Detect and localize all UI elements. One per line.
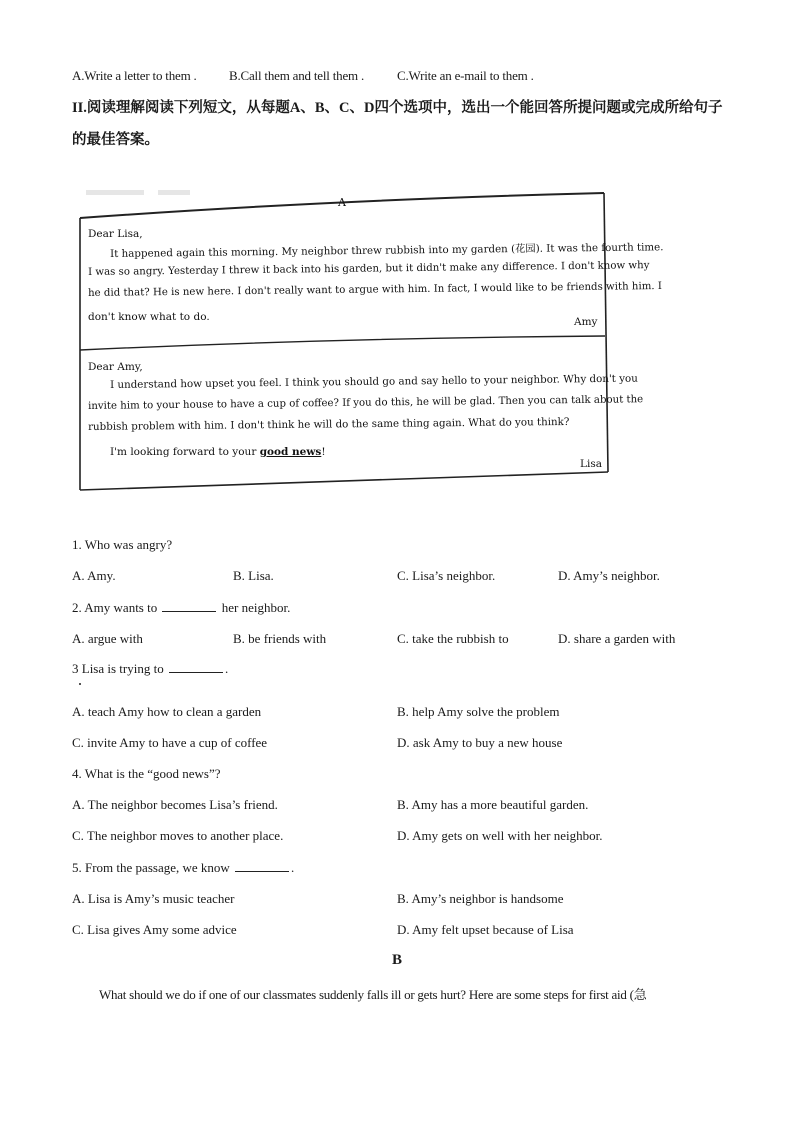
closing-suffix: !: [321, 446, 326, 458]
letter2-line: rubbish problem with him. I don't think he will do the same thing again. What do you think?: [88, 415, 570, 433]
section-heading: II.阅读理解阅读下列短文，从每题A、B、C、D四个选项中，选出一个能回答所提问题或完成所给句子的最佳答案。: [72, 100, 723, 148]
prev-option-a: A.Write a letter to them .: [72, 68, 197, 83]
letter1-line: he did that? He is new here. I don't really want to argue with him. In fact, I would like to be friends with him. I: [88, 280, 662, 299]
question-1-option-d: D. Amy’s neighbor.: [558, 568, 660, 583]
question-4-option-c: C. The neighbor moves to another place.: [72, 828, 284, 843]
letter1-salutation: Dear Lisa,: [88, 228, 143, 240]
letter2-salutation: Dear Amy,: [88, 361, 143, 373]
stem-text: 3 Lisa is trying to: [72, 661, 164, 676]
closing-prefix: I'm looking forward to your: [110, 446, 260, 458]
passage-a-box: [78, 190, 664, 492]
letter2-line: I understand how upset you feel. I think you should go and say hello to your neighbor. Why don't you: [110, 372, 638, 391]
letter1-line: I was so angry. Yesterday I threw it back into his garden, but it didn't make any difference. I don't know why: [88, 260, 650, 278]
scan-speck: [79, 683, 81, 685]
question-1-option-a: A. Amy.: [72, 568, 116, 583]
passage-a-label: A: [338, 196, 346, 209]
answer-blank: [162, 601, 216, 612]
question-5-option-b: B. Amy’s neighbor is handsome: [397, 891, 564, 906]
stem-text: .: [224, 661, 229, 676]
question-4-stem: 4. What is the “good news”?: [72, 766, 221, 781]
question-1-option-c: C. Lisa’s neighbor.: [397, 568, 496, 583]
prev-option-b: B.Call them and tell them .: [229, 68, 365, 83]
letter1-signature: Amy: [574, 316, 598, 328]
passage-b-intro: What should we do if one of our classmates suddenly falls ill or gets hurt? Here are some steps for first aid (急: [99, 987, 647, 1002]
question-4-option-b: B. Amy has a more beautiful garden.: [397, 797, 589, 812]
letter2-closing: [110, 446, 326, 458]
question-3-stem: [72, 661, 228, 677]
question-4-option-d: D. Amy gets on well with her neighbor.: [397, 828, 603, 843]
question-5-stem: [72, 860, 294, 876]
question-1-stem: 1. Who was angry?: [72, 537, 173, 552]
question-2-stem: [72, 600, 290, 616]
letter1-line: It happened again this morning. My neighbor threw rubbish into my garden (花园). It was the fourth time.: [110, 241, 664, 260]
question-3-option-d: D. ask Amy to buy a new house: [397, 735, 563, 750]
question-2-option-c: C. take the rubbish to: [397, 631, 509, 646]
question-2-option-b: B. be friends with: [233, 631, 327, 646]
stem-text: .: [291, 860, 295, 875]
question-5-option-a: A. Lisa is Amy’s music teacher: [72, 891, 235, 906]
question-3-option-a: A. teach Amy how to clean a garden: [72, 704, 262, 719]
stem-text: 2. Amy wants to: [72, 600, 158, 615]
letter2-line: invite him to your house to have a cup of coffee? If you do this, he will be glad. Then you can talk about the: [88, 394, 644, 412]
stem-text: 5. From the passage, we know: [72, 860, 230, 875]
answer-blank: [169, 662, 223, 673]
question-3-option-c: C. invite Amy to have a cup of coffee: [72, 735, 268, 750]
question-4-option-a: A. The neighbor becomes Lisa’s friend.: [72, 797, 278, 812]
question-5-option-d: D. Amy felt upset because of Lisa: [397, 922, 574, 937]
answer-blank: [235, 861, 289, 872]
passage-b-label: B: [391, 952, 402, 968]
good-news-underlined: good news: [259, 446, 322, 458]
letter1-line: don't know what to do.: [88, 311, 210, 323]
question-2-option-d: D. share a garden with: [558, 631, 676, 646]
question-5-option-c: C. Lisa gives Amy some advice: [72, 922, 237, 937]
question-1-option-b: B. Lisa.: [233, 568, 274, 583]
letter2-signature: Lisa: [580, 458, 602, 470]
question-2-option-a: A. argue with: [72, 631, 143, 646]
prev-option-c: C.Write an e-mail to them .: [397, 68, 534, 83]
stem-text: her neighbor.: [221, 600, 291, 615]
question-3-option-b: B. help Amy solve the problem: [397, 704, 560, 719]
